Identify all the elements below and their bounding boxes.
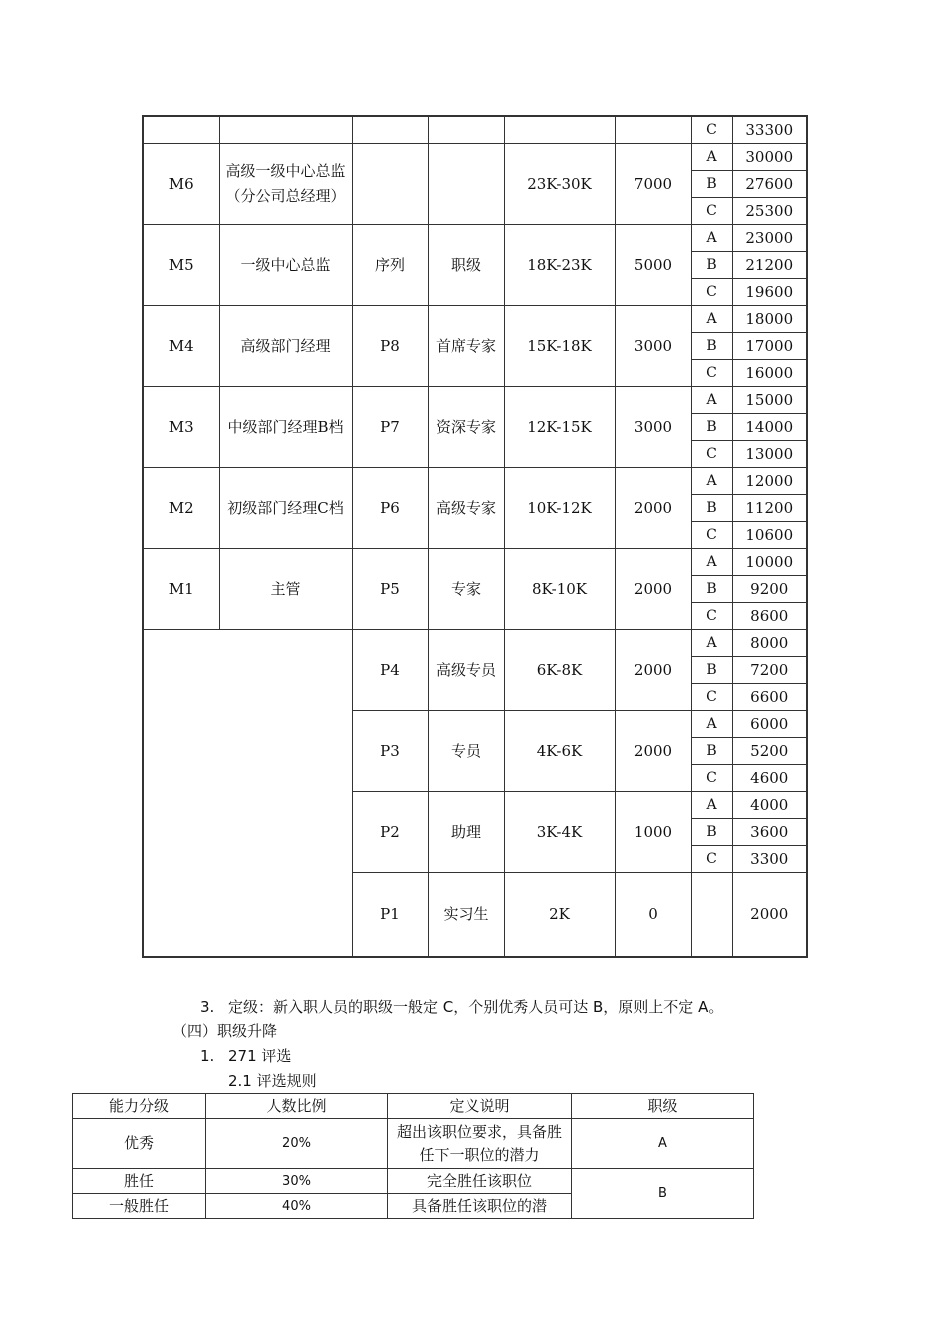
salary-step-cell: 1000 xyxy=(615,792,691,873)
ratio-cell: 30% xyxy=(206,1169,388,1194)
salary-step-cell xyxy=(615,116,691,144)
table-row xyxy=(73,1169,754,1194)
professional-code-cell: P6 xyxy=(352,468,428,549)
item-number: 1. xyxy=(200,1047,215,1065)
grade-salary-cell: 3300 xyxy=(732,846,807,873)
grade-salary-cell: 8600 xyxy=(732,603,807,630)
blank-management-cell xyxy=(143,630,352,957)
grade-letter-cell: B xyxy=(691,738,732,765)
table-row xyxy=(73,1119,754,1169)
salary-range-cell: 15K-18K xyxy=(504,306,615,387)
grade-salary-cell: 19600 xyxy=(732,279,807,306)
management-code-cell: M6 xyxy=(143,144,219,225)
header-cell: 能力分级 xyxy=(73,1094,206,1119)
grade-row xyxy=(143,225,807,252)
salary-range-cell: 10K-12K xyxy=(504,468,615,549)
grade-salary-cell: 17000 xyxy=(732,333,807,360)
management-code-cell: M4 xyxy=(143,306,219,387)
salary-step-cell: 3000 xyxy=(615,306,691,387)
grade-salary-cell: 4000 xyxy=(732,792,807,819)
management-code-cell: M5 xyxy=(143,225,219,306)
grade-salary-cell: 10000 xyxy=(732,549,807,576)
salary-range-cell: 2K xyxy=(504,873,615,957)
professional-title-cell: 助理 xyxy=(428,792,504,873)
management-title-cell: 主管 xyxy=(219,549,352,630)
grade-salary-cell: 11200 xyxy=(732,495,807,522)
grade-letter-cell: A xyxy=(691,711,732,738)
grade-salary-cell: 5200 xyxy=(732,738,807,765)
grade-letter-cell: B xyxy=(691,171,732,198)
professional-title-cell xyxy=(428,116,504,144)
grade-letter-cell: A xyxy=(691,225,732,252)
level-cell: 优秀 xyxy=(73,1119,206,1169)
management-title-cell: 一级中心总监 xyxy=(219,225,352,306)
grade-cell: A xyxy=(572,1119,754,1169)
item-number: 3. xyxy=(200,998,215,1016)
grade-letter-cell: C xyxy=(691,522,732,549)
professional-code-cell xyxy=(352,116,428,144)
grade-letter-cell: C xyxy=(691,765,732,792)
grade-letter-cell: A xyxy=(691,792,732,819)
salary-step-cell: 2000 xyxy=(615,711,691,792)
grade-salary-cell: 3600 xyxy=(732,819,807,846)
management-code-cell xyxy=(143,116,219,144)
grade-salary-cell: 6000 xyxy=(732,711,807,738)
grade-letter-cell: B xyxy=(691,657,732,684)
salary-range-cell: 6K-8K xyxy=(504,630,615,711)
item-text: 271 评选 xyxy=(228,1047,292,1065)
management-title-cell xyxy=(219,116,352,144)
salary-step-cell: 7000 xyxy=(615,144,691,225)
professional-title-cell: 专家 xyxy=(428,549,504,630)
grade-salary-cell: 2000 xyxy=(732,873,807,957)
grade-row xyxy=(143,387,807,414)
professional-title-cell: 实习生 xyxy=(428,873,504,957)
grade-letter-cell: A xyxy=(691,306,732,333)
grade-salary-cell: 18000 xyxy=(732,306,807,333)
grading-rule-text: 定级：新入职人员的职级一般定 C，个别优秀人员可达 B，原则上不定 A。 xyxy=(228,998,724,1016)
grade-letter-cell: B xyxy=(691,576,732,603)
grade-salary-cell: 8000 xyxy=(732,630,807,657)
grade-letter-cell: B xyxy=(691,252,732,279)
management-title-cell: 高级一级中心总监（分公司总经理） xyxy=(219,144,352,225)
section-heading-text: （四）职级升降 xyxy=(172,1022,278,1040)
section-heading xyxy=(172,1021,277,1041)
management-code-cell: M2 xyxy=(143,468,219,549)
professional-title-cell: 高级专家 xyxy=(428,468,504,549)
grade-salary-cell: 23000 xyxy=(732,225,807,252)
subsection-heading xyxy=(228,1071,317,1091)
grade-row xyxy=(143,306,807,333)
professional-title-cell xyxy=(428,144,504,225)
grade-letter-cell: C xyxy=(691,684,732,711)
header-cell: 职级 xyxy=(572,1094,754,1119)
grade-salary-cell: 33300 xyxy=(732,116,807,144)
grade-salary-cell: 21200 xyxy=(732,252,807,279)
grade-salary-cell: 16000 xyxy=(732,360,807,387)
grade-salary-cell: 9200 xyxy=(732,576,807,603)
management-title-cell: 高级部门经理 xyxy=(219,306,352,387)
salary-range-cell: 8K-10K xyxy=(504,549,615,630)
grade-row xyxy=(143,468,807,495)
grade-salary-cell: 14000 xyxy=(732,414,807,441)
grade-letter-cell: C xyxy=(691,360,732,387)
management-title-cell: 中级部门经理B档 xyxy=(219,387,352,468)
salary-step-cell: 2000 xyxy=(615,549,691,630)
grade-letter-cell: A xyxy=(691,468,732,495)
salary-step-cell: 2000 xyxy=(615,468,691,549)
header-cell: 人数比例 xyxy=(206,1094,388,1119)
salary-step-cell: 0 xyxy=(615,873,691,957)
professional-code-cell: P8 xyxy=(352,306,428,387)
grade-salary-cell: 15000 xyxy=(732,387,807,414)
management-title-cell: 初级部门经理C档 xyxy=(219,468,352,549)
grade-row xyxy=(143,549,807,576)
grade-letter-cell: C xyxy=(691,279,732,306)
management-code-cell: M1 xyxy=(143,549,219,630)
subsection-heading-text: 2.1 评选规则 xyxy=(228,1072,317,1090)
salary-grade-table xyxy=(142,115,808,958)
professional-code-cell: P3 xyxy=(352,711,428,792)
salary-step-cell: 3000 xyxy=(615,387,691,468)
grade-salary-cell: 13000 xyxy=(732,441,807,468)
grade-salary-cell: 12000 xyxy=(732,468,807,495)
professional-code-cell xyxy=(352,144,428,225)
management-code-cell: M3 xyxy=(143,387,219,468)
salary-range-cell: 23K-30K xyxy=(504,144,615,225)
salary-range-cell xyxy=(504,116,615,144)
grade-salary-cell: 10600 xyxy=(732,522,807,549)
grade-row xyxy=(143,144,807,171)
salary-range-cell: 3K-4K xyxy=(504,792,615,873)
level-cell: 胜任 xyxy=(73,1169,206,1194)
grade-letter-cell: B xyxy=(691,333,732,360)
professional-code-cell: 序列 xyxy=(352,225,428,306)
evaluation-rules-table xyxy=(72,1093,754,1219)
salary-step-cell: 5000 xyxy=(615,225,691,306)
grade-letter-cell: C xyxy=(691,198,732,225)
ratio-cell: 20% xyxy=(206,1119,388,1169)
professional-code-cell: P4 xyxy=(352,630,428,711)
grade-letter-cell: C xyxy=(691,441,732,468)
definition-cell: 完全胜任该职位 xyxy=(388,1169,572,1194)
definition-cell: 超出该职位要求，具备胜任下一职位的潜力 xyxy=(388,1119,572,1169)
grade-salary-cell: 6600 xyxy=(732,684,807,711)
level-cell: 一般胜任 xyxy=(73,1194,206,1219)
grade-salary-cell: 30000 xyxy=(732,144,807,171)
grade-salary-cell: 4600 xyxy=(732,765,807,792)
grade-row xyxy=(143,116,807,144)
professional-code-cell: P5 xyxy=(352,549,428,630)
salary-range-cell: 4K-6K xyxy=(504,711,615,792)
grade-letter-cell: B xyxy=(691,819,732,846)
grade-cell: B xyxy=(572,1169,754,1219)
rule-item-3 xyxy=(200,997,723,1017)
grade-letter-cell: A xyxy=(691,144,732,171)
grade-salary-cell: 7200 xyxy=(732,657,807,684)
professional-code-cell: P1 xyxy=(352,873,428,957)
professional-title-cell: 职级 xyxy=(428,225,504,306)
grade-letter-cell: A xyxy=(691,630,732,657)
rule-item-1 xyxy=(200,1046,291,1066)
salary-grade-body xyxy=(143,116,807,957)
definition-cell: 具备胜任该职位的潜 xyxy=(388,1194,572,1219)
professional-title-cell: 高级专员 xyxy=(428,630,504,711)
grade-salary-cell: 25300 xyxy=(732,198,807,225)
grade-letter-cell: C xyxy=(691,116,732,144)
grade-letter-cell: A xyxy=(691,549,732,576)
grade-letter-cell: B xyxy=(691,495,732,522)
grade-letter-cell: A xyxy=(691,387,732,414)
ratio-cell: 40% xyxy=(206,1194,388,1219)
grade-salary-cell: 27600 xyxy=(732,171,807,198)
salary-range-cell: 18K-23K xyxy=(504,225,615,306)
grade-letter-cell: C xyxy=(691,603,732,630)
professional-title-cell: 首席专家 xyxy=(428,306,504,387)
grade-letter-cell: B xyxy=(691,414,732,441)
grade-letter-cell xyxy=(691,873,732,957)
grade-row xyxy=(143,630,807,657)
header-row xyxy=(73,1094,754,1119)
professional-code-cell: P7 xyxy=(352,387,428,468)
salary-step-cell: 2000 xyxy=(615,630,691,711)
salary-range-cell: 12K-15K xyxy=(504,387,615,468)
professional-title-cell: 资深专家 xyxy=(428,387,504,468)
professional-code-cell: P2 xyxy=(352,792,428,873)
grade-letter-cell: C xyxy=(691,846,732,873)
header-cell: 定义说明 xyxy=(388,1094,572,1119)
professional-title-cell: 专员 xyxy=(428,711,504,792)
